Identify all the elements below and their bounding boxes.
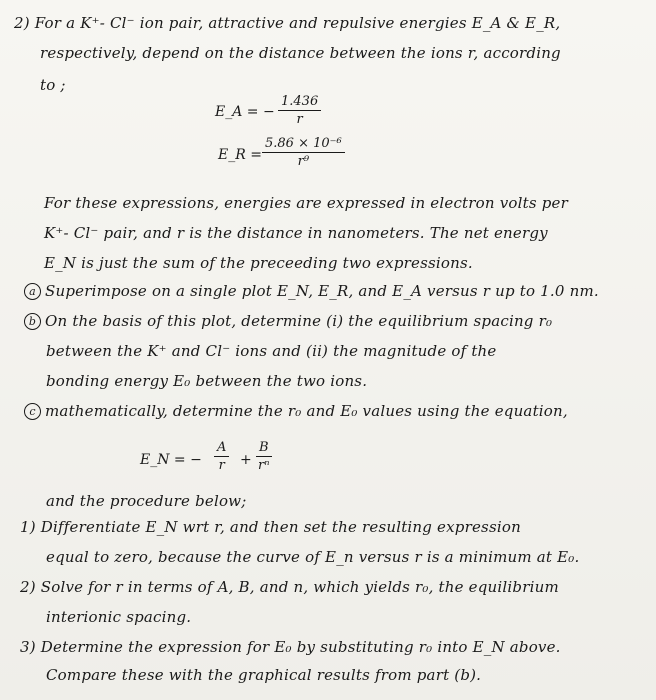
eq-er-numerator: 5.86 × 10⁻⁶ <box>262 136 345 153</box>
intro-line-1: 2) For a K⁺- Cl⁻ ion pair, attractive and repulsive energies E_A & E_R, <box>14 14 561 32</box>
step-1-line-2: equal to zero, because the curve of E_n versus r is a minimum at E₀. <box>46 548 580 566</box>
part-b-line-3: bonding energy E₀ between the two ions. <box>46 372 368 390</box>
part-a-marker: a <box>24 283 41 300</box>
eq-en-den-2: rⁿ <box>258 458 270 473</box>
step-2-line-2: interionic spacing. <box>46 608 192 626</box>
intro-line-2: respectively, depend on the distance between the ions r, according <box>40 44 561 62</box>
eq-er-lhs: E_R = <box>218 147 262 163</box>
eq-en-plus: + <box>240 452 252 468</box>
eq-ea-numerator: 1.436 <box>278 94 321 111</box>
eq-en-num-2: B <box>256 440 272 457</box>
eq-er-fraction <box>262 136 345 169</box>
step-3-line-2: Compare these with the graphical results from part (b). <box>46 666 482 684</box>
part-a <box>24 282 599 300</box>
eq-ea-denominator: r <box>296 112 303 127</box>
eq-en-num-1: A <box>214 440 229 457</box>
eq-er-denominator: r⁹ <box>297 154 310 169</box>
eq-en-den-1: r <box>218 458 225 473</box>
para-line-1: For these expressions, energies are expressed in electron volts per <box>44 194 568 212</box>
step-1-line-1: 1) Differentiate E_N wrt r, and then set the resulting expression <box>20 518 521 536</box>
part-c-text: mathematically, determine the r₀ and E₀ values using the equation, <box>45 402 568 420</box>
procedure-intro: and the procedure below; <box>46 492 247 510</box>
part-b <box>24 312 552 330</box>
eq-ea-fraction <box>278 94 321 127</box>
part-c <box>24 402 568 420</box>
part-b-line-2: between the K⁺ and Cl⁻ ions and (ii) the magnitude of the <box>46 342 497 360</box>
part-b-marker: b <box>24 313 41 330</box>
part-a-text: Superimpose on a single plot E_N, E_R, and E_A versus r up to 1.0 nm. <box>45 282 599 300</box>
para-line-3: E_N is just the sum of the preceeding two expressions. <box>44 254 473 272</box>
para-line-2: K⁺- Cl⁻ pair, and r is the distance in nanometers. The net energy <box>44 224 548 242</box>
eq-en-fraction-2 <box>256 440 272 473</box>
part-b-text: On the basis of this plot, determine (i) the equilibrium spacing r₀ <box>45 312 553 330</box>
step-2-line-1: 2) Solve for r in terms of A, B, and n, which yields r₀, the equilibrium <box>20 578 559 596</box>
eq-en-lhs: E_N = − <box>140 452 202 468</box>
part-c-marker: c <box>24 403 41 420</box>
eq-en-fraction-1 <box>214 440 229 473</box>
intro-line-3: to ; <box>40 76 66 94</box>
step-3-line-1: 3) Determine the expression for E₀ by substituting r₀ into E_N above. <box>20 638 561 656</box>
eq-ea-lhs: E_A = − <box>215 104 275 120</box>
